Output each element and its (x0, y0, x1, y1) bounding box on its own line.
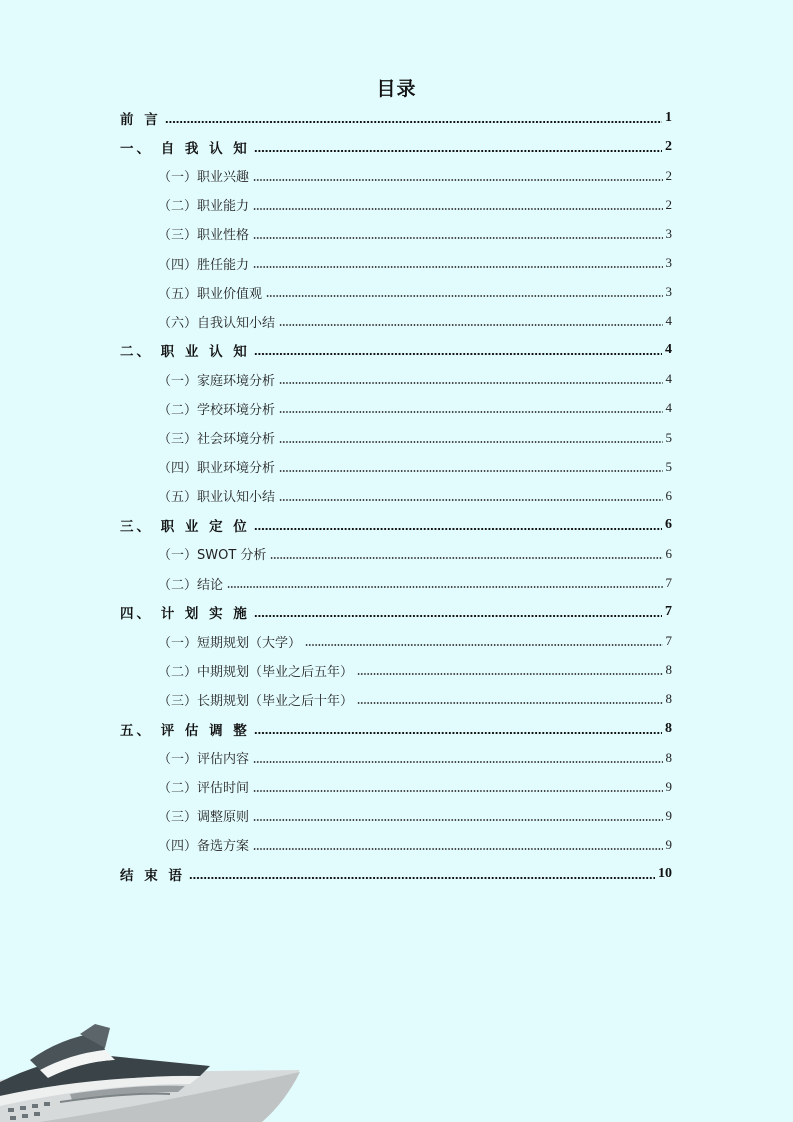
toc-entry-label: 四、 计 划 实 施 (120, 606, 250, 623)
toc-entry-section[interactable] (120, 830, 672, 859)
dot-leader (227, 586, 662, 588)
toc-entry-label: （二）结论 (158, 577, 224, 593)
toc-entry-section[interactable] (120, 278, 672, 307)
toc-entry-label: （三）调整原则 (158, 810, 250, 826)
toc-entry-label: （二）职业能力 (158, 199, 250, 215)
toc-entry-page-number: 1 (665, 109, 672, 125)
dot-leader (253, 179, 662, 181)
dot-leader (305, 644, 662, 646)
toc-entry-page-number: 7 (665, 604, 672, 620)
dot-leader (357, 673, 662, 675)
dot-leader (254, 732, 662, 734)
dot-leader (254, 353, 662, 355)
dot-leader (253, 790, 662, 792)
toc-entry-label: （三）长期规划（毕业之后十年） (158, 693, 354, 709)
toc-entry-page-number: 5 (665, 429, 672, 445)
toc-entry-page-number: 6 (665, 545, 672, 561)
dot-leader (189, 877, 655, 879)
toc-entry-label: （一）职业兴趣 (158, 170, 250, 186)
toc-entry-chapter[interactable] (120, 336, 672, 365)
dot-leader (254, 150, 662, 152)
toc-entry-section[interactable] (120, 307, 672, 336)
toc-entry-page-number: 4 (665, 400, 672, 416)
toc-entry-label: 前 言 (120, 111, 161, 128)
toc-entry-label: （二）学校环境分析 (158, 402, 276, 418)
toc-entry-section[interactable] (120, 248, 672, 277)
toc-entry-label: （一）短期规划（大学） (158, 635, 302, 651)
toc-entry-label: 五、 评 估 调 整 (120, 722, 250, 739)
toc-entry-page-number: 3 (665, 284, 672, 300)
toc-entry-label: 三、 职 业 定 位 (120, 518, 250, 535)
dot-leader (253, 208, 662, 210)
toc-entry-chapter[interactable] (120, 132, 672, 161)
toc-entry-page-number: 3 (665, 255, 672, 271)
toc-entry-page-number: 7 (665, 575, 672, 591)
toc-entry-page-number: 8 (665, 691, 672, 707)
toc-entry-label: （二）中期规划（毕业之后五年） (158, 664, 354, 680)
toc-entry-label: （五）职业价值观 (158, 286, 263, 302)
dot-leader (279, 324, 662, 326)
dot-leader (253, 266, 662, 268)
dot-leader (254, 615, 662, 617)
dot-leader (253, 761, 662, 763)
toc-entry-label: （三）社会环境分析 (158, 432, 276, 448)
toc-entry-page-number: 6 (665, 516, 672, 532)
table-of-contents (120, 103, 672, 889)
toc-entry-page-number: 2 (665, 167, 672, 183)
toc-entry-label: （五）职业认知小结 (158, 490, 276, 506)
toc-entry-page-number: 8 (665, 749, 672, 765)
toc-entry-section[interactable] (120, 743, 672, 772)
toc-entry-page-number: 10 (658, 865, 672, 881)
toc-entry-page-number: 4 (665, 313, 672, 329)
dot-leader (266, 295, 662, 297)
dot-leader (253, 848, 662, 850)
dot-leader (270, 557, 662, 559)
toc-entry-label: （四）胜任能力 (158, 257, 250, 273)
dot-leader (357, 702, 662, 704)
toc-entry-page-number: 9 (665, 778, 672, 794)
cruise-ship-icon (0, 1010, 310, 1122)
toc-entry-page-number: 5 (665, 458, 672, 474)
toc-entry-section[interactable] (120, 365, 672, 394)
toc-entry-section[interactable] (120, 656, 672, 685)
dot-leader (253, 237, 662, 239)
toc-entry-page-number: 7 (665, 633, 672, 649)
toc-entry-chapter[interactable] (120, 510, 672, 539)
toc-entry-section[interactable] (120, 394, 672, 423)
toc-entry-label: 二、 职 业 认 知 (120, 344, 250, 361)
toc-entry-page-number: 2 (665, 138, 672, 154)
toc-entry-chapter[interactable] (120, 714, 672, 743)
toc-entry-section[interactable] (120, 423, 672, 452)
toc-entry-page-number: 4 (665, 371, 672, 387)
dot-leader (279, 441, 662, 443)
toc-entry-page-number: 2 (665, 196, 672, 212)
toc-entry-section[interactable] (120, 772, 672, 801)
toc-entry-page-number: 8 (665, 662, 672, 678)
toc-entry-section[interactable] (120, 539, 672, 568)
toc-entry-label: （三）职业性格 (158, 228, 250, 244)
toc-entry-chapter[interactable] (120, 598, 672, 627)
toc-entry-label: （四）职业环境分析 (158, 461, 276, 477)
toc-entry-page-number: 3 (665, 225, 672, 241)
dot-leader (254, 528, 662, 530)
toc-entry-label: （二）评估时间 (158, 781, 250, 797)
toc-entry-label: 结 束 语 (120, 867, 185, 884)
toc-entry-chapter[interactable] (120, 103, 672, 132)
dot-leader (279, 499, 662, 501)
toc-entry-section[interactable] (120, 190, 672, 219)
toc-entry-page-number: 8 (665, 720, 672, 736)
toc-entry-page-number: 9 (665, 836, 672, 852)
toc-entry-section[interactable] (120, 452, 672, 481)
toc-entry-section[interactable] (120, 685, 672, 714)
page-title: 目录 (376, 78, 417, 100)
toc-entry-label: （一）SWOT 分析 (158, 548, 267, 564)
toc-entry-page-number: 9 (665, 807, 672, 823)
toc-entry-label: （四）备选方案 (158, 839, 250, 855)
dot-leader (279, 411, 662, 413)
toc-entry-section[interactable] (120, 801, 672, 830)
dot-leader (279, 382, 662, 384)
toc-entry-section[interactable] (120, 161, 672, 190)
toc-entry-label: 一、 自 我 认 知 (120, 140, 250, 157)
toc-entry-page-number: 6 (665, 487, 672, 503)
dot-leader (165, 121, 662, 123)
toc-entry-label: （六）自我认知小结 (158, 315, 276, 331)
toc-entry-section[interactable] (120, 627, 672, 656)
toc-entry-section[interactable] (120, 569, 672, 598)
toc-entry-section[interactable] (120, 219, 672, 248)
toc-entry-label: （一）家庭环境分析 (158, 373, 276, 389)
toc-entry-chapter[interactable] (120, 859, 672, 888)
dot-leader (279, 470, 662, 472)
dot-leader (253, 819, 662, 821)
toc-entry-section[interactable] (120, 481, 672, 510)
toc-entry-label: （一）评估内容 (158, 752, 250, 768)
toc-entry-page-number: 4 (665, 342, 672, 358)
